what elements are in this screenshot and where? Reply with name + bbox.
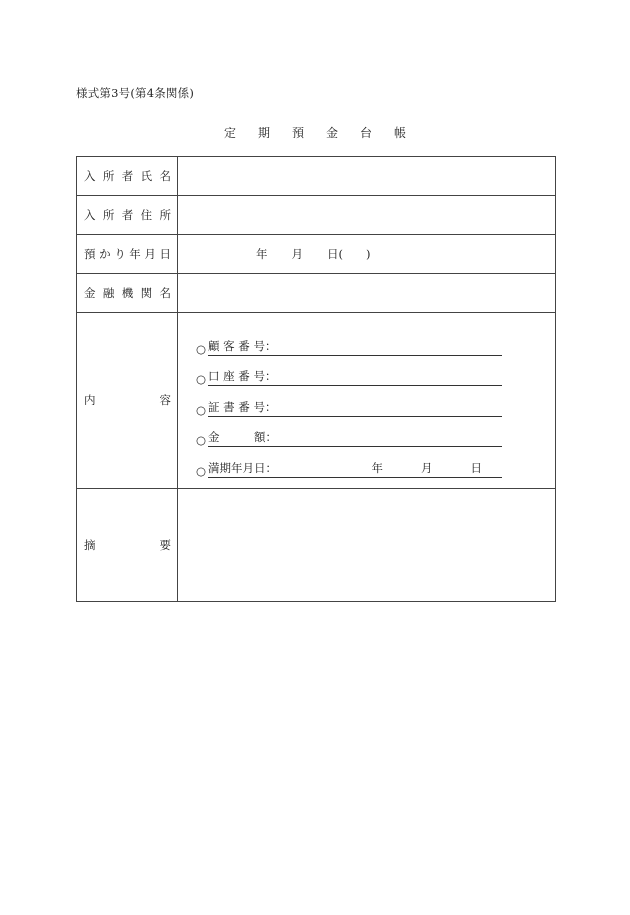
ledger-table	[76, 156, 556, 602]
label-char: 機	[121, 286, 134, 300]
circle-mark: ○	[196, 402, 207, 417]
customer-number-label: 顧 客 番 号：	[208, 338, 277, 353]
maturity-day-label: 日	[470, 460, 482, 475]
label-char: 容	[159, 393, 171, 408]
title-char: 預	[291, 126, 304, 140]
label-char: 関	[140, 286, 153, 300]
label-char: 要	[159, 537, 171, 552]
row-resident-name	[77, 157, 556, 196]
value-resident-address[interactable]	[178, 196, 556, 235]
circle-mark: ○	[196, 433, 207, 447]
label-summary	[77, 488, 178, 601]
amount-label: 金 額：	[208, 430, 277, 444]
customer-number-line[interactable]	[196, 325, 555, 356]
label-char: 者	[121, 208, 134, 222]
label-char: 所	[102, 208, 115, 222]
form-number: 様式第3号(第4条関係)	[76, 86, 195, 100]
label-char: 所	[102, 169, 115, 183]
label-char: 者	[121, 169, 134, 183]
label-char: 氏	[140, 169, 153, 183]
circle-mark: ○	[196, 463, 207, 478]
label-char: 入	[84, 169, 96, 183]
maturity-date-label: 満期年月日：	[208, 460, 277, 475]
title-char: 台	[360, 126, 373, 140]
label-char: 金	[84, 286, 96, 300]
label-char: 住	[140, 208, 153, 222]
label-char: 融	[102, 286, 115, 300]
label-char: 日	[159, 247, 171, 261]
row-resident-address	[77, 196, 556, 235]
value-deposit-date[interactable]	[178, 235, 556, 274]
value-contents	[178, 313, 556, 489]
row-summary	[77, 488, 556, 601]
circle-mark: ○	[196, 372, 207, 386]
row-deposit-date	[77, 235, 556, 274]
label-char: 名	[159, 286, 171, 300]
label-char: 預	[84, 247, 96, 261]
value-resident-name[interactable]	[178, 157, 556, 196]
row-contents	[77, 313, 556, 489]
title-char: 帳	[394, 126, 407, 140]
maturity-month-label: 月	[421, 460, 433, 475]
label-char: か	[99, 247, 111, 261]
year-label: 年	[256, 247, 268, 261]
label-deposit-date	[77, 235, 178, 274]
day-weekday-label: 日( )	[327, 247, 371, 261]
label-char: 摘	[84, 537, 96, 552]
title-char: 期	[257, 126, 270, 140]
title-char: 定	[223, 126, 236, 140]
title-char: 金	[326, 126, 339, 140]
amount-line[interactable]	[196, 417, 555, 448]
label-char: 年	[129, 247, 141, 261]
account-number-line[interactable]	[196, 356, 555, 387]
account-number-label: 口 座 番 号：	[208, 369, 277, 383]
label-contents	[77, 313, 178, 489]
certificate-number-line[interactable]	[196, 386, 555, 417]
maturity-date-line[interactable]	[196, 447, 555, 478]
document-title	[0, 124, 630, 141]
label-resident-address	[77, 196, 178, 235]
label-char: 内	[84, 393, 96, 408]
label-char: り	[114, 247, 126, 261]
maturity-year-label: 年	[371, 460, 383, 475]
label-char: 名	[159, 169, 171, 183]
label-resident-name	[77, 157, 178, 196]
label-char: 月	[144, 247, 156, 261]
value-bank-name[interactable]	[178, 274, 556, 313]
label-char: 入	[84, 208, 96, 222]
row-bank-name	[77, 274, 556, 313]
value-summary[interactable]	[178, 488, 556, 601]
month-label: 月	[291, 247, 303, 261]
label-char: 所	[159, 208, 171, 222]
label-bank-name	[77, 274, 178, 313]
circle-mark: ○	[196, 341, 207, 356]
certificate-number-label: 証 書 番 号：	[208, 399, 277, 414]
